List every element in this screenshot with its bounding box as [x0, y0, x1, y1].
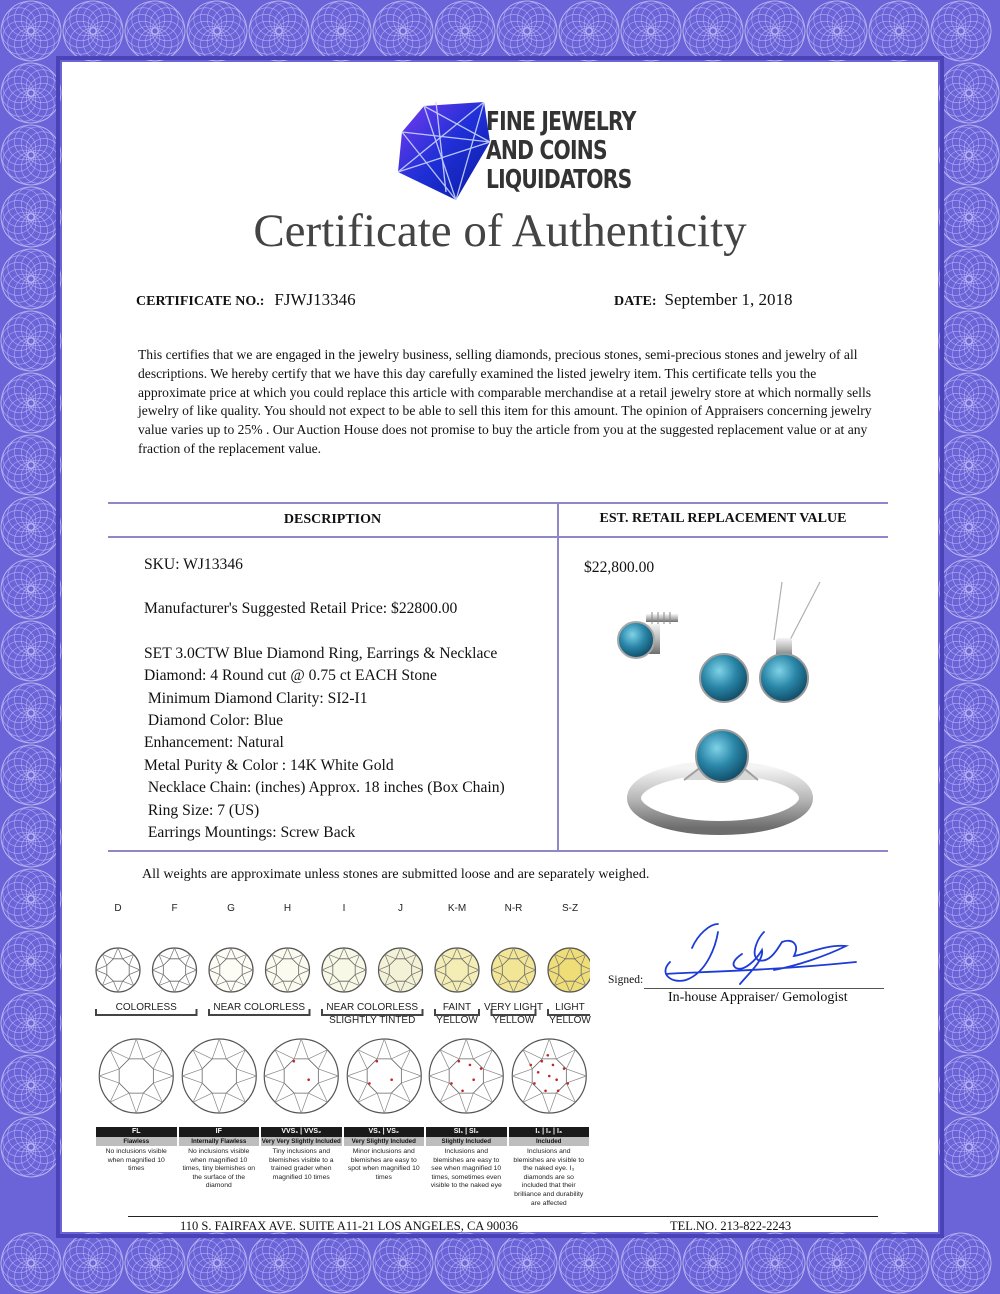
color-grade-diamond [492, 948, 536, 992]
detail-line: Earrings Mountings: Screw Back [144, 824, 356, 842]
border-rosette [807, 1, 867, 61]
color-grade-label: G [227, 903, 235, 914]
appraiser-signature [646, 914, 866, 990]
border-rosette [939, 869, 999, 929]
border-rosette [1, 1233, 61, 1293]
border-rosette [939, 993, 999, 1053]
inclusion-mark [480, 1067, 483, 1070]
certificate-sheet [62, 62, 938, 1232]
clarity-grade-description: Minor inclusions and blemishes are easy to spot when magnified 10 times [347, 1148, 420, 1181]
border-rosette [621, 1, 681, 61]
border-rosette [939, 249, 999, 309]
inclusion-mark [307, 1078, 310, 1081]
border-rosette [435, 1233, 495, 1293]
detail-line: Diamond Color: Blue [144, 712, 284, 730]
clarity-grade [344, 1030, 425, 1182]
color-grade-diamond [209, 948, 253, 992]
jewelry-set-image [606, 580, 832, 848]
inclusion-mark [293, 1060, 296, 1063]
clarity-grade-description: Inclusions and blemishes are visible to the naked eye. I₃ diamonds are so included that their brilliance and durability are affected [513, 1148, 585, 1207]
clarity-diamond [179, 1030, 260, 1120]
border-rosette [745, 1, 805, 61]
border-rosette [1, 1, 61, 61]
diamond-clarity-scale [96, 1030, 592, 1230]
border-rosette [869, 1, 929, 61]
clarity-grade-name: Very Very Slightly Included [261, 1138, 341, 1145]
certificate-value: FJWJ13346 [274, 290, 356, 309]
detail-line: Enhancement: Natural [144, 734, 284, 752]
inclusion-mark [450, 1082, 453, 1085]
clarity-grade-code: VS₁ | VS₂ [344, 1127, 425, 1137]
color-grade-diamond [322, 948, 366, 992]
footer-rule [128, 1216, 878, 1217]
border-rosette [1, 807, 61, 867]
border-rosette [939, 1055, 999, 1115]
detail-line: SET 3.0CTW Blue Diamond Ring, Earrings & Necklace [144, 644, 498, 662]
color-group-label: VERY LIGHT YELLOW [483, 1002, 544, 1026]
inclusion-mark [368, 1082, 371, 1085]
border-rosette [1, 373, 61, 433]
detail-line: Minimum Diamond Clarity: SI2-I1 [144, 689, 368, 707]
color-grade-label: S-Z [561, 903, 579, 914]
clarity-grade-name: Very Slightly Included [344, 1137, 425, 1146]
msrp: Manufacturer's Suggested Retail Price: $22800.00 [144, 600, 458, 618]
border-rosette [683, 1233, 743, 1293]
table-divider [557, 502, 559, 851]
border-rosette [187, 1, 247, 61]
border-rosette [1, 435, 61, 495]
inclusion-mark [544, 1090, 547, 1093]
border-rosette [1, 125, 61, 185]
border-rosette [1, 931, 61, 991]
inclusion-mark [375, 1060, 378, 1063]
inclusion-mark [472, 1078, 475, 1081]
clarity-grade [509, 1030, 590, 1208]
border-rosette [939, 435, 999, 495]
color-grade-diamond [266, 948, 310, 992]
table-header-rule [108, 536, 888, 538]
clarity-grade-code: IF [179, 1127, 260, 1137]
table-bottom-rule [108, 850, 888, 852]
color-grade-diamond [153, 948, 197, 992]
border-rosette [931, 1233, 991, 1293]
border-rosette [435, 1, 495, 61]
signed-label: Signed: [608, 974, 644, 986]
border-rosette [373, 1, 433, 61]
clarity-grade [179, 1030, 260, 1191]
border-rosette [63, 1233, 123, 1293]
border-rosette [311, 1233, 371, 1293]
border-rosette [249, 1233, 309, 1293]
color-group-label: COLORLESS [115, 1002, 177, 1013]
clarity-grade-description: Tiny inclusions and blemishes visible to a trained grader when magnified 10 times [268, 1148, 334, 1181]
border-rosette [939, 1117, 999, 1177]
border-rosette [939, 373, 999, 433]
border-rosette [125, 1, 185, 61]
border-rosette [745, 1233, 805, 1293]
border-rosette [187, 1233, 247, 1293]
clarity-grade-description: No inclusions visible when magnified 10 times, tiny blemishes on the surface of the diamond [182, 1148, 256, 1190]
clarity-diamond [344, 1030, 425, 1120]
border-rosette [939, 187, 999, 247]
clarity-grade-name: Flawless [96, 1137, 177, 1146]
border-rosette [1, 311, 61, 371]
inclusion-mark [547, 1075, 550, 1078]
detail-line: Metal Purity & Color : 14K White Gold [144, 756, 394, 774]
border-rosette [1, 63, 61, 123]
border-rosette [125, 1233, 185, 1293]
clarity-grade-name: Slightly Included [426, 1137, 507, 1146]
border-rosette [1, 249, 61, 309]
border-rosette [1, 683, 61, 743]
border-rosette [1, 993, 61, 1053]
inclusion-mark [390, 1078, 393, 1081]
clarity-grade-name: Internally Flawless [179, 1137, 260, 1146]
detail-line: Ring Size: 7 (US) [144, 801, 260, 819]
border-rosette [683, 1, 743, 61]
border-rosette [931, 1, 991, 61]
color-group-label: NEAR COLORLESS SLIGHTLY TINTED [326, 1002, 419, 1026]
border-rosette [939, 807, 999, 867]
inclusion-mark [551, 1064, 554, 1067]
color-grade-label: N-R [504, 903, 523, 914]
inclusion-mark [556, 1090, 559, 1093]
inclusion-mark [461, 1090, 464, 1093]
footer-address: 110 S. FAIRFAX AVE. SUITE A11-21 LOS ANGELES, CA 90036 [180, 1219, 518, 1233]
border-rosette [63, 1, 123, 61]
inclusion-mark [546, 1054, 549, 1057]
color-grade-diamond [435, 948, 479, 992]
certificate-label: CERTIFICATE NO.: [136, 294, 265, 309]
appraiser-title: In-house Appraiser/ Gemologist [668, 990, 848, 1005]
clarity-grade-code: FL [96, 1127, 177, 1137]
logo-gem-icon [396, 102, 492, 202]
date-value: September 1, 2018 [664, 290, 793, 309]
border-rosette [1, 869, 61, 929]
border-rosette [621, 1233, 681, 1293]
clarity-grade-code: SI₁ | SI₂ [426, 1127, 507, 1137]
border-rosette [939, 559, 999, 619]
color-grade-label: K-M [447, 903, 467, 914]
logo-line: FINE JEWELRY [486, 107, 636, 137]
border-rosette [373, 1233, 433, 1293]
border-rosette [939, 931, 999, 991]
border-rosette [311, 1, 371, 61]
clarity-diamond [426, 1030, 507, 1120]
border-rosette [939, 745, 999, 805]
border-rosette [1, 497, 61, 557]
border-rosette [497, 1233, 557, 1293]
certification-statement: This certifies that we are engaged in the jewelry business, selling diamonds, precious stones, semi-precious stones and jewelry of all descriptions. We hereby certify that we have this day carefully examined the listed jewelry item. This certificate tells you the approximate price at which you could replace this article with comparable merchandise at a retail jewelry store at which normally sells jewelry of like quality. You should not expect to be able to sell this item for this amount. The opinion of Appraisers concerning jewelry value varies up to 25% . Our Auction House does not promise to buy the article from you at the suggested replacement value or at any fraction of the replacement value. [138, 347, 872, 456]
border-rosette [939, 621, 999, 681]
detail-line: Necklace Chain: (inches) Approx. 18 inches (Box Chain) [144, 779, 505, 797]
color-group-label: FAINT YELLOW [436, 1002, 478, 1026]
border-rosette [559, 1, 619, 61]
color-group-label: NEAR COLORLESS [213, 1002, 306, 1013]
color-grade-label: J [398, 903, 403, 914]
certificate-number [136, 290, 356, 310]
clarity-grade-name: Included [509, 1137, 590, 1146]
signature-line [644, 988, 884, 989]
border-rosette [1, 621, 61, 681]
border-rosette [939, 311, 999, 371]
item-description [144, 554, 505, 844]
inclusion-mark [536, 1071, 539, 1074]
border-rosette [559, 1233, 619, 1293]
border-rosette [807, 1233, 867, 1293]
border-rosette [939, 125, 999, 185]
clarity-diamond [96, 1030, 177, 1120]
border-rosette [939, 497, 999, 557]
logo-wordmark [486, 108, 678, 195]
certificate-date [614, 290, 792, 310]
color-grade-diamond [379, 948, 423, 992]
inclusion-mark [533, 1082, 536, 1085]
border-rosette [249, 1, 309, 61]
date-label: DATE: [614, 294, 657, 309]
logo-line: AND COINS [486, 136, 607, 166]
clarity-grade [261, 1030, 342, 1182]
border-rosette [497, 1, 557, 61]
clarity-grade [96, 1030, 177, 1174]
logo-line: LIQUIDATORS [486, 165, 632, 195]
color-grade-label: D [114, 903, 122, 914]
clarity-grade-code: VVS₁ | VVS₂ [261, 1127, 342, 1137]
border-rosette [1, 1055, 61, 1115]
detail-line: Diamond: 4 Round cut @ 0.75 ct EACH Stone [144, 667, 437, 685]
clarity-grade-description: Inclusions and blemishes are easy to see when magnified 10 times, sometimes even visible to the naked eye [430, 1148, 502, 1190]
inclusion-mark [540, 1060, 543, 1063]
color-group-label: LIGHT YELLOW [549, 1002, 591, 1026]
border-rosette [939, 683, 999, 743]
clarity-grade-description: No inclusions visible when magnified 10 times [105, 1148, 167, 1173]
inclusion-mark [458, 1060, 461, 1063]
clarity-diamond [509, 1030, 590, 1120]
description-header: DESCRIPTION [283, 512, 382, 527]
color-grade-diamond [548, 948, 590, 992]
footer-phone: TEL.NO. 213-822-2243 [670, 1219, 792, 1233]
replacement-value: $22,800.00 [584, 559, 655, 576]
border-rosette [1, 559, 61, 619]
border-rosette [1, 187, 61, 247]
weights-note: All weights are approximate unless stones are submitted loose and are separately weighed. [142, 867, 650, 882]
inclusion-mark [562, 1067, 565, 1070]
inclusion-mark [566, 1082, 569, 1085]
clarity-diamond [261, 1030, 342, 1120]
inclusion-mark [555, 1078, 558, 1081]
table-top-rule [108, 502, 888, 504]
value-header: EST. RETAIL REPLACEMENT VALUE [599, 511, 847, 526]
border-rosette [869, 1233, 929, 1293]
color-grade-label: H [283, 903, 292, 914]
color-grade-label: I [342, 903, 346, 914]
color-grade-diamond [96, 948, 140, 992]
page-title: Certificate of Authenticity [253, 205, 747, 257]
inclusion-mark [469, 1064, 472, 1067]
border-rosette [1, 745, 61, 805]
border-rosette [1, 1117, 61, 1177]
clarity-grade [426, 1030, 507, 1191]
border-rosette [939, 63, 999, 123]
sku: SKU: WJ13346 [144, 556, 243, 573]
clarity-grade-code: I₁ | I₂ | I₃ [509, 1127, 590, 1137]
inclusion-mark [529, 1064, 532, 1067]
color-grade-label: F [171, 903, 178, 914]
